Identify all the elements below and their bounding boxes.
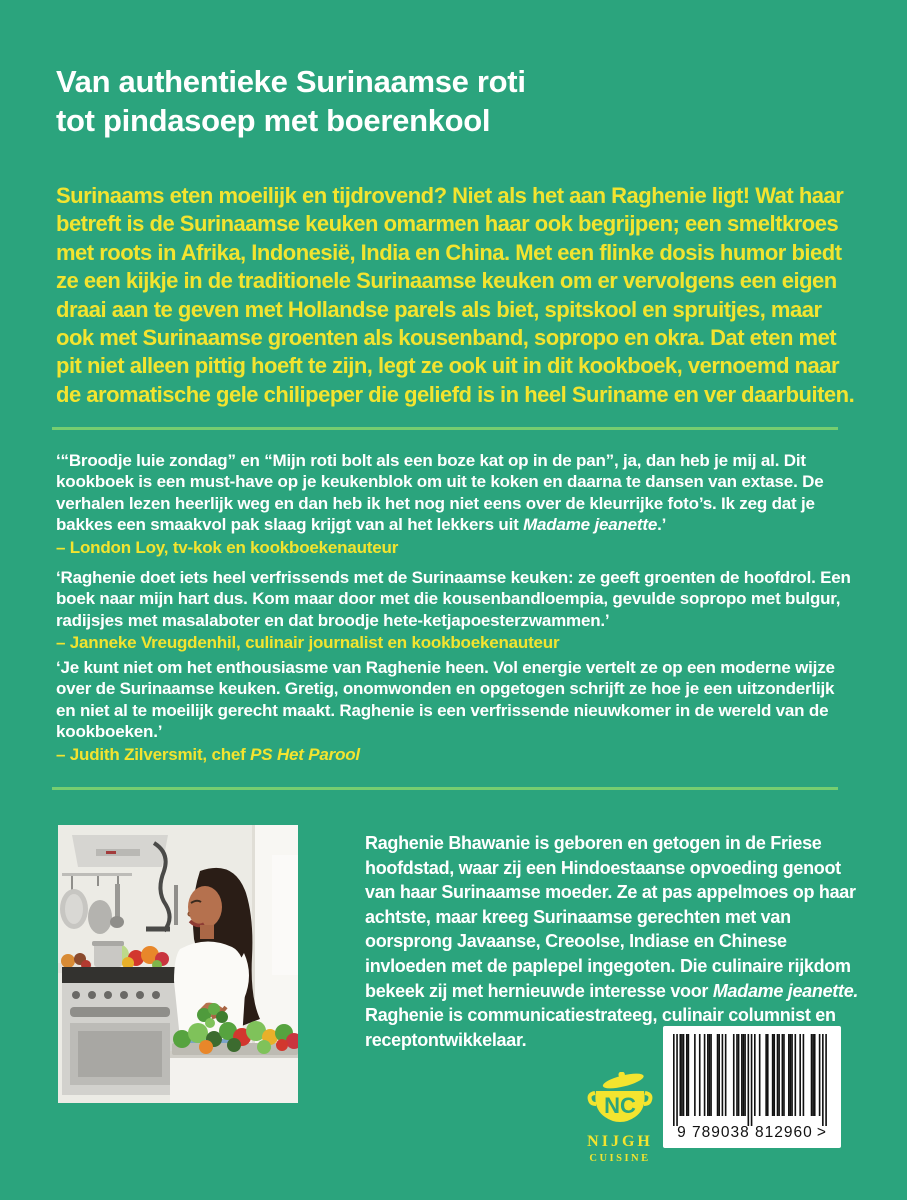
headline-line-1: Van authentieke Surinaamse roti — [56, 64, 526, 99]
quote-attribution: – London Loy, tv-kok en kookboekenauteur — [56, 537, 399, 557]
barcode-number — [663, 1124, 841, 1142]
cooking-pot-icon — [585, 1072, 655, 1126]
quote-attribution — [56, 744, 848, 765]
divider-line-top — [52, 427, 838, 430]
review-quote-judith-zilversmit — [56, 657, 848, 765]
divider-line-bottom — [52, 787, 838, 790]
review-quote-london-loy — [56, 450, 864, 558]
quote-body — [56, 450, 864, 536]
publisher-monogram: NC — [604, 1093, 636, 1118]
isbn-digits: 9 789038 812960 — [677, 1124, 813, 1141]
quote-attribution: – Janneke Vreugdenhil, culinair journalist en kookboekenauteur — [56, 633, 560, 653]
book-title-italic: Madame jeanette — [523, 515, 658, 535]
review-quote-janneke-vreugdenhil — [56, 567, 864, 654]
quote-body: ‘Raghenie doet iets heel verfrissends met de Surinaamse keuken: ze geeft groenten de hoofdrol. Een boek naar mijn hart dus. Kom maar door met die kousenbandloempia, gevulde sopropo met bulgur, radijsjes met masalaboter en dat broodje hete-ketjapoesterzwammen.’ — [56, 568, 851, 630]
barcode-bars — [671, 1034, 833, 1126]
intro-paragraph: Surinaams eten moeilijk en tijdrovend? Niet als het aan Raghenie ligt! Wat haar betreft is de Surinaamse keuken omarmen haar ook begrijpen; een smeltkroes met roots in Afrika, Indonesië, India en China. Met een flinke dosis humor biedt ze een kijkje in de traditionele Surinaamse keuken om er vervolgens een eigen draai aan te geven met Hollandse parels als biet, spitskool en spruitjes, maar ook met Surinaamse groenten als kousenband, sopropo en okra. Dat eten met pit niet alleen pittig hoeft te zijn, legt ze ook uit in dit kookboek, vernoemd naar de aromatische gele chilipeper die geliefd is in heel Suriname en ver daarbuiten. — [56, 183, 855, 407]
author-photo-illustration — [58, 825, 298, 1103]
headline — [56, 62, 526, 140]
author-photo — [58, 825, 298, 1103]
book-title-italic: Madame jeanette. — [712, 980, 859, 1001]
headline-line-2: tot pindasoep met boerenkool — [56, 103, 491, 138]
publisher-tagline: CUISINE — [589, 1153, 651, 1164]
bio-text-end: Raghenie is communicatiestrateeg, culinair columnist en receptontwikkelaar. — [365, 1005, 836, 1050]
quote-text: ‘“Broodje luie zondag” en “Mijn roti bolt als een boze kat op in de pan”, ja, dan heb je mij al. Dit kookboek is een must-have op je keukenblok om uit te koken en daarna te dansen van extase. De verhalen lezen heerlijk weg en dan heb ik het nog niet eens over de kleurrijke foto’s. Ik zeg dat je bakkes een smaakvol pak slaag krijgt van al het lekkers uit — [56, 451, 824, 535]
publisher-name: NIJGH — [587, 1133, 653, 1150]
quote-body: ‘Je kunt niet om het enthousiasme van Raghenie heen. Vol energie vertelt ze op een moderne wijze over de Surinaamse keuken. Gretig, onomwonden en opgetogen schrijft ze hoe je een uitzonderlijk en niet al te moeilijk gerecht maakt. Raghenie is een verfrissende nieuwkomer in de wereld van de kookboeken.’ — [56, 658, 835, 742]
barcode-suffix: > — [816, 1124, 827, 1141]
author-bio — [365, 831, 867, 1052]
publication-name-italic: PS Het Parool — [250, 744, 360, 764]
quote-text-end: .’ — [657, 515, 667, 535]
attribution-text: – Judith Zilversmit, chef — [56, 744, 251, 764]
bio-text: Raghenie Bhawanie is geboren en getogen in de Friese hoofdstad, waar zij een Hindoestaanse opvoeding genoot van haar Surinaamse moeder. Ze at pas appelmoes op haar achtste, maar kreeg Surinaamse gerechten met van oorsprong Javaanse, Creoolse, Indiase en Chinese invloeden met de paplepel ingegoten. Die culinaire rijkdom bekeek zij met hernieuwde interesse voor — [365, 833, 856, 1001]
publisher-logo — [580, 1072, 660, 1164]
barcode — [663, 1026, 841, 1148]
